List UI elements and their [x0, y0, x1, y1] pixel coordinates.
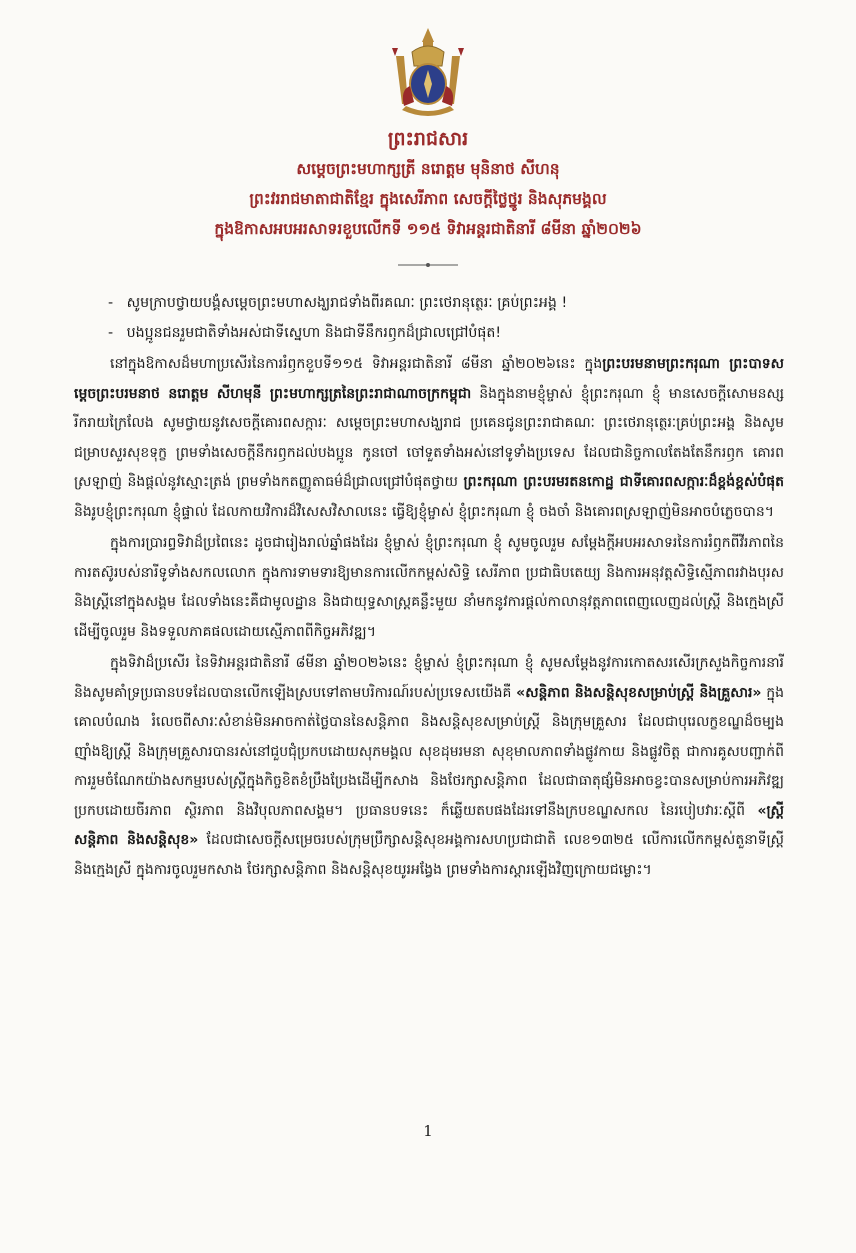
text-run: ក្នុងទិវាដ៏ប្រសើរ នៃទិវាអន្តរជាតិនារី ៨មីនា ឆ្នាំ២០២៦នេះ ខ្ញុំម្ចាស់ ខ្ញុំព្រះករុណា ខ្ញុំ សូមសម្តែងនូវការកោតសរសើរក្រសួងកិច្ចការនារី និងសូមគាំទ្រប្រធានបទដែលបានលើកឡើងស្របទៅតាមបរិការណ៍របស់ប្រទេសយើងគឺ: [74, 655, 784, 701]
paragraph-3: [74, 649, 784, 885]
letter-title: ព្រះរាជសារ: [387, 128, 469, 150]
greeting-text: សូមក្រាបថ្វាយបង្គំសម្តេចព្រះមហាសង្ឃរាជទាំងពីរគណៈ ព្រះថេរានុត្ថេរៈ គ្រប់ព្រះអង្គ !: [126, 295, 568, 311]
letter-heading: [60, 124, 796, 244]
bold-text: ព្រះបរមនាមព្រះករុណា ព្រះបាទសម្តេចព្រះបរមនាថ នរោត្តម សីហមុនី ព្រះមហាក្សត្រនៃព្រះរាជាណាចក្រកម្ពុជា: [74, 356, 784, 402]
heading-line-3: ក្នុងឱកាសអបអរសាទរខួបលើកទី ១១៥ ទិវាអន្តរជាតិនារី ៨មីនា ឆ្នាំ២០២៦: [214, 220, 642, 238]
ornament-divider: [398, 262, 458, 268]
greeting-list: [108, 288, 828, 348]
text-run: ក្នុងគោលបំណង រំលេចពីសារៈសំខាន់មិនអាចកាត់ថ្លៃបាននៃសន្តិភាព និងសន្តិសុខសម្រាប់ស្ត្រី និងក្រុមគ្រួសារ ដែលជាបុរេលក្ខខណ្ឌដ៏ចម្បង ញ៉ាំងឱ្យស្ត្រី និងក្រុមគ្រួសារបានរស់នៅជួបជុំប្រកបដោយសុភមង្គល សុខដុមរមនា សុខុមាលភាពទាំងផ្លូវកាយ និងផ្លូវចិត្ត ជាការគូសបញ្ជាក់ពីការរួមចំណែកយ៉ាងសកម្មរបស់ស្ត្រីក្នុងកិច្ចខិតខំប្រឹងប្រែងដើម្បីកសាង និងថែរក្សាសន្តិភាព ដែលជាធាតុផ្សំមិនអាចខ្វះបានសម្រាប់ការអភិវឌ្ឍប្រកបដោយចីរភាព ស្ថិរភាព និងវិបុលភាពសង្គម។ ប្រធានបទនេះ ក៏ឆ្លើយតបផងដែរទៅនឹងក្របខណ្ឌសកល នៃរបៀបវារៈស្តីពី: [74, 684, 784, 819]
greeting-text: បងប្អូនជនរួមជាតិទាំងអស់ជាទីស្នេហា និងជាទីនឹករឭកដ៏ជ្រាលជ្រៅបំផុត!: [126, 325, 502, 341]
bold-text: «ស្ត្រី សន្តិភាព និងសន្តិសុខ»: [74, 802, 784, 848]
paragraph-1: [74, 350, 784, 527]
text-run: និងក្នុងនាមខ្ញុំម្ចាស់ ខ្ញុំព្រះករុណា ខ្ញុំ មានសេចក្តីសោមនស្សរីករាយក្រៃលែង សូមថ្វាយនូវសេចក្តីគោរពសក្ការៈ សម្តេចព្រះមហាសង្ឃរាជ ប្រគេនជូនព្រះរាជាគណៈ ព្រះថេរានុត្ថេរៈគ្រប់ព្រះអង្គ និងសូមជម្រាបសួរសុខទុក្ខ ព្រមទាំងសេចក្តីនឹករឭកដល់បងប្អូន កូនចៅ ចៅទួតទាំងអស់នៅទូទាំងប្រទេស ដែលជានិច្ចកាលតែងតែនឹករឭក គោរពស្រឡាញ់ និងផ្តល់នូវស្មោះត្រង់ ព្រមទាំងកតញ្ញូតាធម៌ដ៏ជ្រាលជ្រៅបំផុតថ្វាយ: [74, 385, 784, 490]
royal-coat-of-arms-icon: [378, 26, 478, 122]
text-run: និងរូបខ្ញុំព្រះករុណា ខ្ញុំផ្ទាល់ ដែលកាយវិការដ៏វិសេសវិសាលនេះ ធ្វើឱ្យខ្ញុំម្ចាស់ ខ្ញុំព្រះករុណា ខ្ញុំ ចងចាំ និងគោរពស្រឡាញ់មិនអាចបំភ្លេចបាន។: [74, 503, 774, 520]
bold-text: ព្រះករុណា ព្រះបរមរតនកោដ្ឋ ជាទីគោរពសក្ការៈដ៏ខ្ពង់ខ្ពស់បំផុត: [463, 474, 784, 490]
heading-line-2: ព្រះវររាជមាតាជាតិខ្មែរ ក្នុងសេរីភាព សេចក្តីថ្លៃថ្នូរ និងសុភមង្គល: [249, 190, 607, 208]
paragraph-2: ក្នុងការប្រារព្ធទិវាដ៏ប្រពៃនេះ ដូចជារៀងរាល់ឆ្នាំផងដែរ ខ្ញុំម្ចាស់ ខ្ញុំព្រះករុណា ខ្ញុំ សូមចូលរួម សម្តែងក្តីអបអរសាទរនៃការរំឭកពីវីរភាពនៃការតស៊ូរបស់នារីទូទាំងសកលលោក ក្នុងការទាមទារឱ្យមានការលើកកម្ពស់សិទ្ធិ សេរីភាព ប្រជាធិបតេយ្យ និងការអនុវត្តសិទ្ធិស្មើភាពរវាងបុរស និងស្ត្រីនៅក្នុងសង្គម ដែលទាំងនេះគឺជាមូលដ្ឋាន និងជាយុទ្ធសាស្ត្រគន្លឹះមួយ នាំមកនូវការផ្តល់កាលានុវត្តភាពពេញលេញដល់ស្ត្រី និងក្មេងស្រី ដើម្បីចូលរួម និងទទួលភាគផលដោយស្មើភាពពីកិច្ចអភិវឌ្ឍ។: [74, 535, 784, 640]
heading-line-1: សម្តេចព្រះមហាក្សត្រី នរោត្តម មុនិនាថ សីហនុ: [296, 160, 560, 178]
bold-text: «សន្តិភាព និងសន្តិសុខសម្រាប់ស្ត្រី និងគ្រួសារ»: [516, 684, 762, 701]
greeting-item: - បងប្អូនជនរួមជាតិទាំងអស់ជាទីស្នេហា និងជាទីនឹករឭកដ៏ជ្រាលជ្រៅបំផុត!: [108, 325, 502, 341]
text-run: ដែលជាសេចក្តីសម្រេចរបស់ក្រុមប្រឹក្សាសន្តិសុខអង្គការសហប្រជាជាតិ លេខ១៣២៥ លើការលើកកម្ពស់តួនាទីស្ត្រីនិងក្មេងស្រី ក្នុងការចូលរួមកសាង ថែរក្សាសន្តិភាព និងសន្តិសុខយូរអង្វែង ព្រមទាំងការស្តារឡើងវិញក្រោយជម្លោះ។: [74, 832, 784, 878]
page-number: 1: [423, 1122, 433, 1140]
greeting-item: - សូមក្រាបថ្វាយបង្គំសម្តេចព្រះមហាសង្ឃរាជទាំងពីរគណៈ ព្រះថេរានុត្ថេរៈ គ្រប់ព្រះអង្គ !: [108, 295, 568, 311]
letter-body: [74, 350, 784, 887]
text-run: នៅក្នុងឱកាសដ៏មហាប្រសើរនៃការរំឭកខួបទី១១៥ ទិវាអន្តរជាតិនារី ៨មីនា ឆ្នាំ២០២៦នេះ ក្នុង: [110, 356, 603, 372]
